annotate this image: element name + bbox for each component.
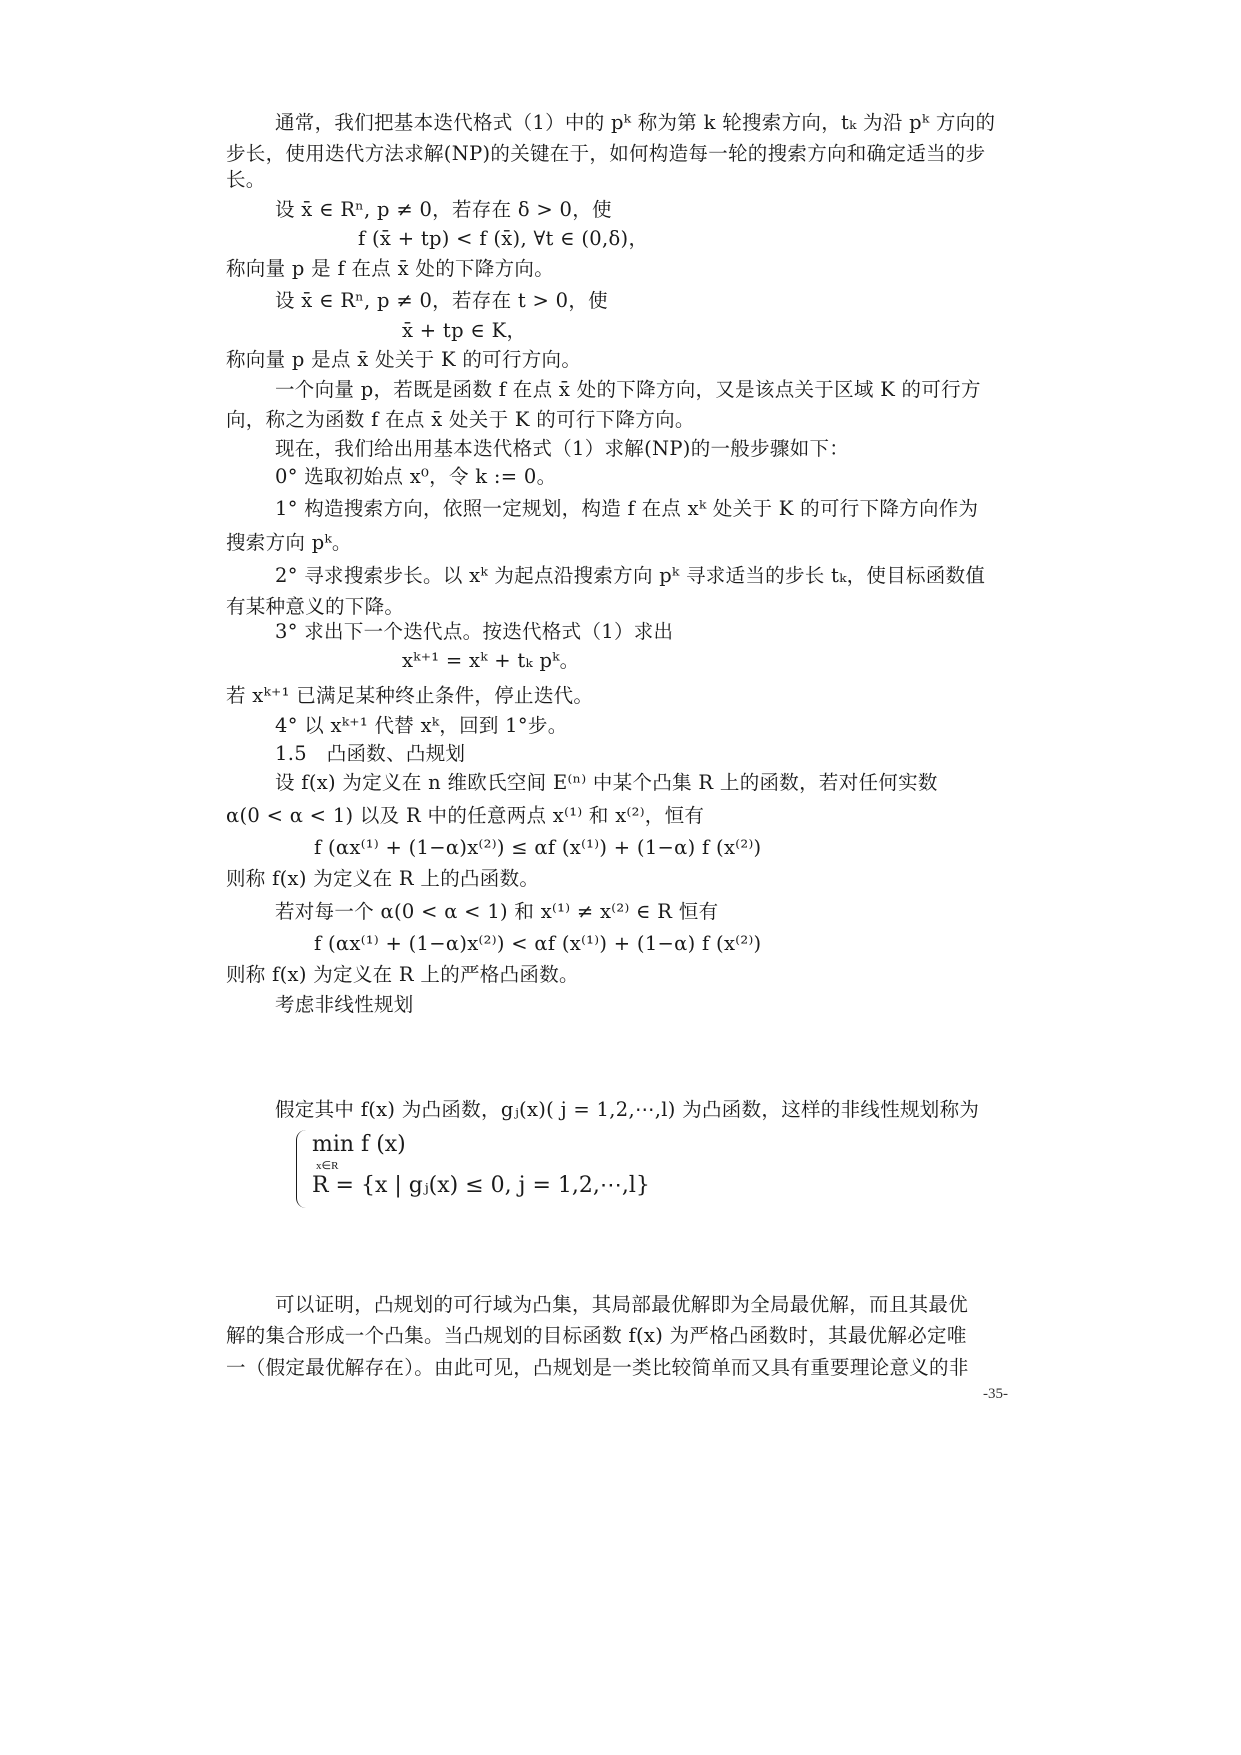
definition-line: 设 x̄ ∈ Rⁿ, p ≠ 0，若存在 δ > 0，使	[275, 198, 612, 221]
equation: xᵏ⁺¹ = xᵏ + tₖ pᵏ。	[402, 649, 580, 672]
paragraph-line: 则称 f(x) 为定义在 R 上的严格凸函数。	[226, 963, 579, 986]
step-3: 3° 求出下一个迭代点。按迭代格式（1）求出	[275, 620, 674, 643]
paragraph-line: 若 xᵏ⁺¹ 已满足某种终止条件，停止迭代。	[226, 684, 594, 707]
equation: f (αx⁽¹⁾ + (1−α)x⁽²⁾) ≤ αf (x⁽¹⁾) + (1−α) f (x⁽²⁾)	[314, 836, 762, 859]
paragraph-line: 长。	[226, 168, 266, 191]
paragraph-line: 一个向量 p，若既是函数 f 在点 x̄ 处的下降方向，又是该点关于区域 K 的可行方	[275, 378, 981, 401]
step-2: 2° 寻求搜索步长。以 xᵏ 为起点沿搜索方向 pᵏ 寻求适当的步长 tₖ，使目标函数值	[275, 564, 986, 587]
section-heading: 1.5 凸函数、凸规划	[275, 742, 466, 765]
paragraph-line: 称向量 p 是 f 在点 x̄ 处的下降方向。	[226, 257, 554, 280]
page-number: -35-	[983, 1386, 1008, 1402]
paragraph-line: 则称 f(x) 为定义在 R 上的凸函数。	[226, 867, 540, 890]
constraint-set: R = {x | gⱼ(x) ≤ 0, j = 1,2,⋯,l}	[312, 1173, 650, 1198]
paragraph-line: 一（假定最优解存在）。由此可见，凸规划是一类比较简单而又具有重要理论意义的非	[226, 1356, 969, 1379]
paragraph-line: 现在，我们给出用基本迭代格式（1）求解(NP)的一般步骤如下：	[275, 437, 850, 460]
equation: f (αx⁽¹⁾ + (1−α)x⁽²⁾) < αf (x⁽¹⁾) + (1−α) f (x⁽²⁾)	[314, 932, 762, 955]
paragraph-line: 步长，使用迭代方法求解(NP)的关键在于，如何构造每一轮的搜索方向和确定适当的步	[226, 142, 986, 165]
objective: min f (x)	[312, 1132, 406, 1157]
step-1: 1° 构造搜索方向，依照一定规划，构造 f 在点 xᵏ 处关于 K 的可行下降方向作为	[275, 497, 979, 520]
equation: f (x̄ + tp) < f (x̄), ∀t ∈ (0,δ)，	[358, 227, 649, 250]
paragraph-line: 可以证明，凸规划的可行域为凸集，其局部最优解即为全局最优解，而且其最优	[275, 1293, 969, 1316]
equation: x̄ + tp ∈ K，	[402, 319, 527, 342]
step-4: 4° 以 xᵏ⁺¹ 代替 xᵏ，回到 1°步。	[275, 714, 568, 737]
paragraph-line: α(0 < α < 1) 以及 R 中的任意两点 x⁽¹⁾ 和 x⁽²⁾，恒有	[226, 804, 705, 827]
step-0: 0° 选取初始点 x⁰，令 k := 0。	[275, 465, 557, 488]
paragraph-line: 解的集合形成一个凸集。当凸规划的目标函数 f(x) 为严格凸函数时，其最优解必定唯	[226, 1324, 967, 1347]
paragraph-line: 搜索方向 pᵏ。	[226, 531, 352, 554]
definition-line: 设 x̄ ∈ Rⁿ, p ≠ 0，若存在 t > 0，使	[275, 289, 608, 312]
paragraph-line: 通常，我们把基本迭代格式（1）中的 pᵏ 称为第 k 轮搜索方向，tₖ 为沿 pᵏ 方向的	[275, 111, 996, 134]
paragraph-line: 称向量 p 是点 x̄ 处关于 K 的可行方向。	[226, 348, 582, 371]
left-brace-icon	[296, 1130, 307, 1208]
objective-subscript: x∈R	[316, 1160, 339, 1172]
paragraph-line: 假定其中 f(x) 为凸函数，gⱼ(x)( j = 1,2,⋯,l) 为凸函数，这样的非线性规划称为	[275, 1098, 980, 1121]
paragraph-line: 有某种意义的下降。	[226, 595, 405, 618]
paragraph-line: 若对每一个 α(0 < α < 1) 和 x⁽¹⁾ ≠ x⁽²⁾ ∈ R 恒有	[275, 900, 719, 923]
paragraph-line: 考虑非线性规划	[275, 993, 414, 1016]
paragraph-line: 向，称之为函数 f 在点 x̄ 处关于 K 的可行下降方向。	[226, 408, 695, 431]
paragraph-line: 设 f(x) 为定义在 n 维欧氏空间 E⁽ⁿ⁾ 中某个凸集 R 上的函数，若对任何实数	[275, 771, 938, 794]
